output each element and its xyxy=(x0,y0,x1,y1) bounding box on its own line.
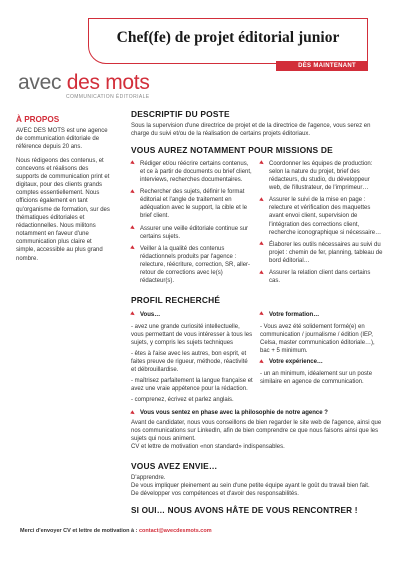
missions-section xyxy=(131,145,383,290)
profile-you-item: - avez une grande curiosité intellectuelle, vous permettant de vous intéresser à tous les sujets, y compris les sujets techniques xyxy=(131,323,253,346)
availability-badge: DÈS MAINTENANT xyxy=(276,61,368,71)
experience-text: - un an minimum, idéalement sur un poste similaire en agence de communication. xyxy=(260,371,373,386)
logo-text-b: des mots xyxy=(66,71,150,94)
training-title: Votre formation… xyxy=(260,311,383,319)
mission-item: Assurer une veille éditoriale continue sur certains sujets. xyxy=(131,225,254,241)
mission-item: Rédiger et/ou réécrire certains contenus, et ce à partir de documents ou brief client, interviews, recherches documentaires. xyxy=(131,160,254,184)
mission-item: Veiller à la qualité des contenus rédactionnels produits par l'agence : relecture, réécriture, correction, SR, aller-retour de corrections avec le(s) rédacteur(s). xyxy=(131,245,254,285)
missions-heading: VOUS AUREZ NOTAMMENT POUR MISSIONS DE xyxy=(131,144,333,155)
mission-item: Assurer le suivi de la mise en page : relecture et vérification des maquettes avant envoi client, supervision de l'intégration des corrections client, recherche iconographique si nécessaire… xyxy=(260,196,383,236)
footer-text: Merci d'envoyer CV et lettre de motivation à : xyxy=(20,528,139,534)
mission-item: Élaborer les outils nécessaires au suivi du projet : chemin de fer, planning, tableau de bord éditorial… xyxy=(260,241,383,265)
envie-line: De vous impliquer pleinement au sein d'une petite équipe ayant le goût du travail bien fait. xyxy=(131,483,370,490)
philosophy-cv: CV et lettre de motivation «non standard» indispensables. xyxy=(131,443,285,450)
description-text: Sous la supervision d'une directrice de projet et de la directrice de l'agence, vous serez en charge du suivi et/ou de la réalisation de certains projets éditoriaux. xyxy=(131,123,371,138)
training-text: - Vous avez été solidement formé(e) en communication / journalisme / édition (IEP, Celsa, master communication éditoriale…), bac + 5 minimum. xyxy=(260,323,375,354)
about-section xyxy=(16,114,111,268)
mission-item: Coordonner les équipes de production: selon la nature du projet, brief des rédacteurs, du studio, du développeur web, de l'illustrateur, de l'imprimeur… xyxy=(260,160,383,192)
envie-line: De développer vos compétences et d'avoir des responsabilités. xyxy=(131,491,299,498)
footer xyxy=(20,528,212,534)
mission-item: Assurer la relation client dans certains cas. xyxy=(260,269,383,285)
job-title: Chef(fe) de projet éditorial junior xyxy=(116,29,340,46)
about-paragraph: AVEC DES MOTS est une agence de communication éditoriale de référence depuis 20 ans. xyxy=(16,128,108,151)
mission-item: Rechercher des sujets, définir le format éditorial et l'angle de traitement en adéquation avec le support, la cible et le brief client. xyxy=(131,188,254,220)
profile-section xyxy=(131,295,383,451)
envie-heading: VOUS AVEZ ENVIE… xyxy=(131,460,218,471)
envie-section xyxy=(131,461,383,499)
profile-you-item: - maîtrisez parfaitement la langue française et avez une vraie appétence pour la rédaction. xyxy=(131,378,253,393)
description-section xyxy=(131,109,383,139)
philosophy-title: Vous vous sentez en phase avec la philosophie de notre agence ? xyxy=(131,409,383,417)
main-column xyxy=(131,109,383,516)
description-heading: DESCRIPTIF DU POSTE xyxy=(131,109,230,119)
profile-you-item: - comprenez, écrivez et parlez anglais. xyxy=(131,397,234,404)
job-header xyxy=(88,18,368,69)
contact-email-link[interactable]: contact@avecdesmots.com xyxy=(138,528,212,534)
logo-text-a: avec xyxy=(18,71,62,94)
philosophy-text: Avant de candidater, nous vous conseillons de bien regarder le site web de l'agence, ainsi que nos communications sur LinkedIn, afin de bien comprendre ce que nous faisons ainsi que les sujets qui nous animent. xyxy=(131,419,382,442)
logo-subtitle: COMMUNICATION ÉDITORIALE xyxy=(65,94,150,100)
profile-you-item: - êtes à l'aise avec les autres, bon esprit, et faites preuve de rigueur, méthode, réactivité et débrouillardise. xyxy=(131,350,248,374)
profile-you-title: Vous… xyxy=(131,311,254,319)
envie-line: D'apprendre. xyxy=(131,475,166,482)
company-logo xyxy=(18,72,150,100)
closing-line: SI OUI… NOUS AVONS HÂTE DE VOUS RENCONTRER ! xyxy=(131,505,358,515)
about-paragraph: Nous rédigeons des contenus, et concevons et réalisons des supports de communication print et digitaux, pour des clients grands comptes essentiellement. Nous officions également en tant qu'organisme de formation, sur des thématiques éditoriales et rédactionnelles. Nous militons notamment en faveur d'une communication plus claire et simple, accessible au plus grand nombre. xyxy=(16,157,110,262)
experience-title: Votre expérience… xyxy=(260,358,383,366)
profile-heading: PROFIL RECHERCHÉ xyxy=(131,295,221,306)
about-heading: À PROPOS xyxy=(16,115,60,124)
